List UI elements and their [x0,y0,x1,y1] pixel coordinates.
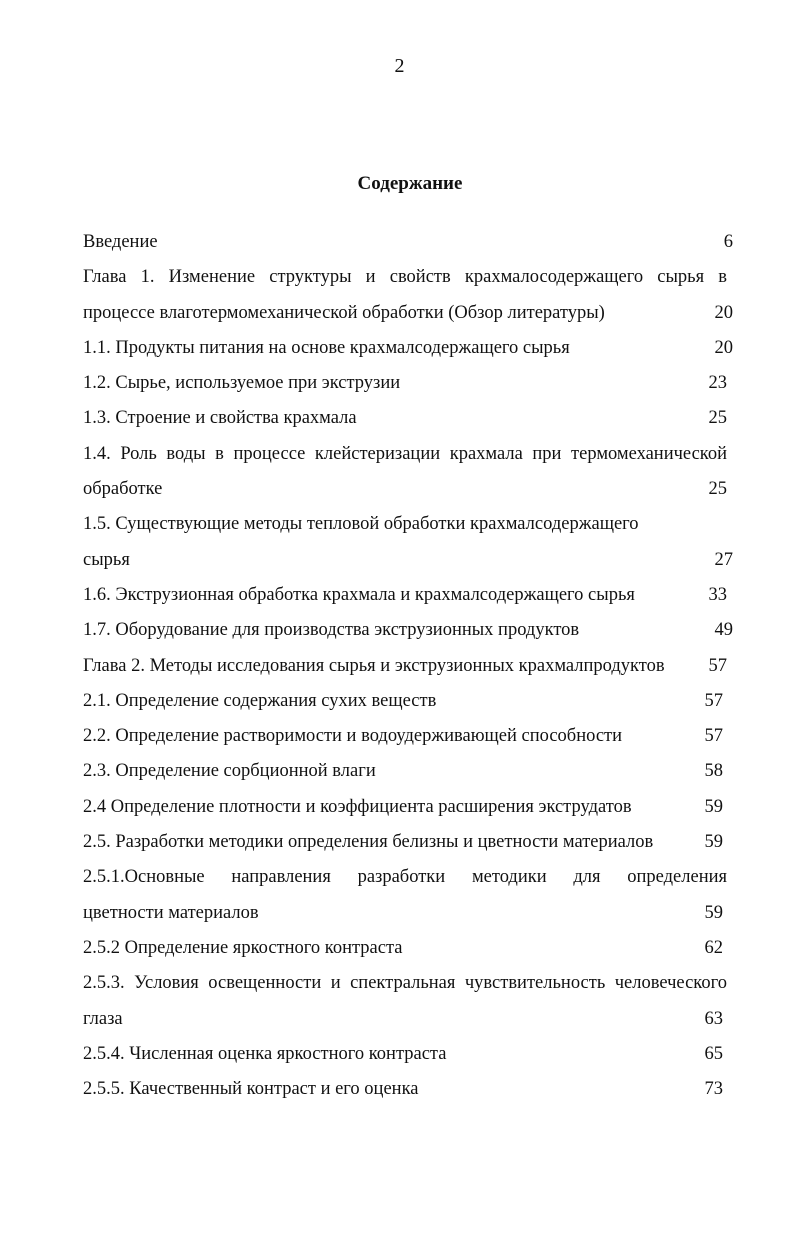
toc-entry-text: 2.5.3. Условия освещенности и спектральная чувствительность человеческого [83,973,727,994]
toc-entry [83,899,733,934]
toc-entry-text: 1.2. Сырье, используемое при экструзии [83,373,401,394]
toc-entry-text: 2.2. Определение растворимости и водоудерживающей способности [83,726,623,747]
toc-entry-text: 2.1. Определение содержания сухих веществ [83,690,437,711]
toc-title: Содержание [357,173,463,194]
toc-entry-page: 33 [708,584,727,605]
toc-entry [83,722,733,757]
toc-entry [83,228,733,263]
toc-entry [83,969,733,1004]
toc-entry-page: 23 [708,373,727,394]
toc-entry [83,440,733,475]
toc-entry-page: 25 [708,479,727,500]
toc-entry [83,828,733,863]
toc-entry [83,546,733,581]
toc-entry-page: 57 [704,726,723,747]
toc-entry [83,404,733,439]
toc-entry-text: 2.5.4. Численная оценка яркостного контраста [83,1043,447,1064]
toc-entry-page: 6 [723,232,733,252]
toc-entry-text: 1.7. Оборудование для производства экструзионных продуктов [83,620,580,641]
toc-entry-text: обработке [83,479,163,500]
toc-entry [83,510,733,545]
table-of-contents [83,228,733,1110]
toc-entry-text: 1.1. Продукты питания на основе крахмалсодержащего сырья [83,337,570,358]
toc-entry-text: глаза [83,1008,123,1029]
toc-entry-page: 58 [704,761,723,782]
toc-entry [83,793,733,828]
toc-entry-page: 25 [708,408,727,429]
toc-entry-text: 1.5. Существующие методы тепловой обработки крахмалсодержащего [83,514,639,535]
toc-entry [83,475,733,510]
toc-entry-page: 59 [704,832,723,853]
toc-entry-page: 57 [708,655,727,676]
toc-entry-page: 62 [704,937,723,958]
toc-entry [83,369,733,404]
toc-entry [83,934,733,969]
toc-entry [83,757,733,792]
toc-entry-text: цветности материалов [83,902,259,923]
toc-entry-page: 27 [714,549,733,570]
toc-entry-page: 49 [714,620,733,641]
toc-entry-page: 57 [704,690,723,711]
toc-entry-page: 20 [714,302,733,323]
toc-entry-text: 2.5.1.Основные направления разработки методики для определения [83,867,727,888]
toc-entry [83,1075,733,1110]
toc-entry-page: 63 [704,1008,723,1029]
toc-entry-text: Глава 2. Методы исследования сырья и экструзионных крахмалпродуктов [83,655,665,676]
toc-entry-text: процессе влаготермомеханической обработки (Обзор литературы) [83,302,605,323]
toc-entry-text: 1.6. Экструзионная обработка крахмала и крахмалсодержащего сырья [83,584,635,605]
toc-entry [83,652,733,687]
toc-entry [83,1005,733,1040]
toc-entry-text: 2.4 Определение плотности и коэффициента расширения экструдатов [83,796,632,817]
toc-entry [83,299,733,334]
toc-entry-page: 59 [704,796,723,817]
toc-entry-page: 20 [714,337,733,358]
toc-entry-page: 65 [704,1043,723,1064]
toc-entry [83,863,733,898]
toc-entry-text: 1.4. Роль воды в процессе клейстеризации крахмала при термомеханической [83,443,727,464]
toc-entry-text: Введение [83,232,158,252]
toc-entry-text: Глава 1. Изменение структуры и свойств крахмалосодержащего сырья в [83,267,727,288]
toc-entry-text: 2.3. Определение сорбционной влаги [83,761,376,782]
toc-entry-page: 59 [704,902,723,923]
toc-entry-text: сырья [83,549,130,570]
toc-entry-text: 2.5. Разработки методики определения белизны и цветности материалов [83,832,654,853]
toc-entry [83,263,733,298]
toc-entry [83,687,733,722]
toc-entry-text: 2.5.5. Качественный контраст и его оценка [83,1079,419,1100]
toc-entry [83,334,733,369]
toc-entry [83,581,733,616]
toc-entry-page: 73 [704,1079,723,1100]
toc-entry [83,616,733,651]
toc-entry-text: 1.3. Строение и свойства крахмала [83,408,357,429]
toc-entry-text: 2.5.2 Определение яркостного контраста [83,937,403,958]
toc-entry [83,1040,733,1075]
page-number: 2 [394,55,405,77]
